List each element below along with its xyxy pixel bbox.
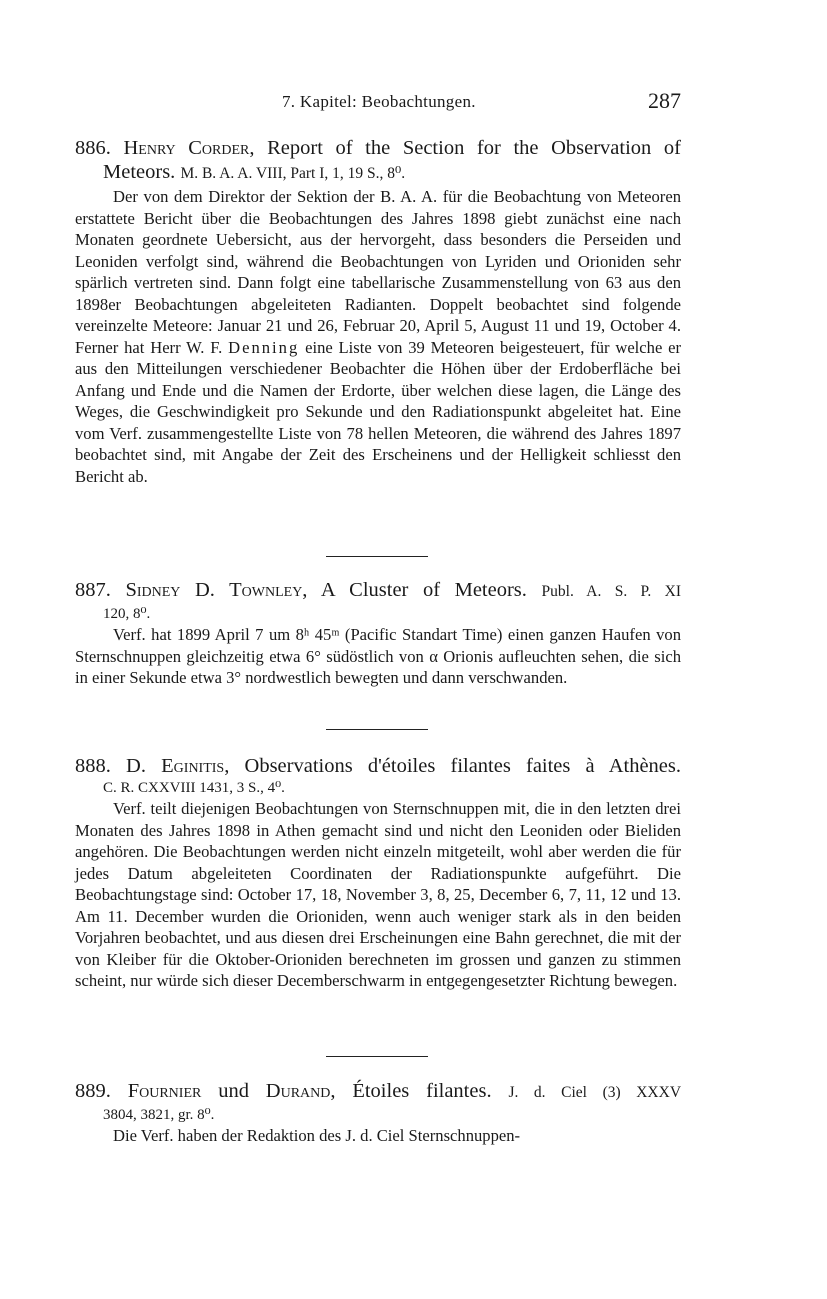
page-header <box>0 88 827 118</box>
entry-889 <box>75 1079 681 1147</box>
entry-author-2: Durand, <box>265 1080 336 1102</box>
entry-title: Report of the Section for the Observation of <box>267 137 681 159</box>
entry-author: Sidney D. Townley, <box>125 579 308 601</box>
entry-source: C. R. CXXVIII 1431, 3 S., 4⁰. <box>103 780 285 796</box>
entry-888 <box>75 754 681 992</box>
entry-body: Verf. hat 1899 April 7 um 8ʰ 45ᵐ (Pacific Standart Time) einen ganzen Haufen von Sternschnuppen gleichzeitig etwa 6° südöstlich von α Orionis aufleuchten sehen, die sich in einer Sekunde etwa 3° nordwestlich bewegten und dann verschwanden. <box>75 625 681 687</box>
entry-number: 887. <box>75 579 111 601</box>
running-title: 7. Kapitel: Beobachtungen. <box>282 92 476 111</box>
entry-title: A Cluster of Meteors. <box>320 579 527 601</box>
entry-title-cont: Meteors. <box>103 161 176 183</box>
page-number: 287 <box>648 88 681 113</box>
entry-conjunction: und <box>218 1080 249 1102</box>
entry-author: Henry Corder, <box>123 137 255 159</box>
entry-source-cont: 3804, 3821, gr. 8⁰. <box>103 1107 215 1123</box>
entry-author: D. Eginitis, <box>126 755 230 777</box>
spaced-name: Denning <box>228 337 300 357</box>
entry-886 <box>75 136 681 487</box>
entry-heading <box>75 754 681 778</box>
entry-author: Fournier <box>127 1080 202 1102</box>
entry-title: Observations d'étoiles filantes faites à Athènes. <box>244 755 681 777</box>
entry-body: Der von dem Direktor der Sektion der B. A. A. für die Beobachtung von Meteoren erstattete Bericht über die Beobachtungen des Jahres 1898 giebt zunächst eine nach Monaten geordnete Uebersicht, aus der hervorgeht, dass besonders die Perseiden und Leoniden verfolgt sind, während die Beobachtungen von Lyriden und Orioniden sehr spärlich vertreten sind. Dann folgt eine tabellarische Zusammenstellung von 63 aus den 1898er Beobachtungen abgeleiteten Radianten. Doppelt beobachtet sind folgende vereinzelte Meteore: Januar 21 und 26, Februar 20, April 5, August 11 und 19, October 4. Ferner hat Herr W. F. Denning eine Liste von 39 Meteoren beigesteuert, für welche er aus den Mitteilungen verschiedener Beobachter die Höhen über der Erdoberfläche bei Anfang und Ende und die Namen der Erdorte, über welchen diese lagen, die Länge des Weges, die Geschwindigkeit pro Sekunde und den Radiationspunkt abgeleitet hat. Eine vom Verf. zusammengestellte Liste von 78 hellen Meteoren, die während des Jahres 1897 beobachtet sind, mit Angabe der Zeit des Erscheinens und der Helligkeit schliesst den Bericht ab. <box>75 187 682 486</box>
entry-number: 889. <box>75 1080 111 1102</box>
entry-body: Verf. teilt diejenigen Beobachtungen von Sternschnuppen mit, die in den letzten drei Monaten des Jahres 1898 in Athen gemacht sind und nicht den Leoniden oder Bieliden angehören. Die Beobachtungen werden nicht einzeln mitgeteilt, wohl aber werden die für jedes Datum abgeleiteten Coordinaten der Radiationspunkte aufgeführt. Die Beobachtungstage sind: October 17, 18, November 3, 8, 25, December 6, 7, 11, 12 und 13. Am 11. December wurden die Orioniden, wenn auch weniger stark als in den beiden Vorjahren beobachtet, und aus diesen drei Erscheinungen eine Bahn gerechnet, die mit der von Kleiber für die Oktober-Orioniden berechneten im grossen und ganzen zu stimmen scheint, nur würde sich dieser Decemberschwarm in entgegengesetzter Richtung bewegen. <box>75 799 681 990</box>
entry-heading <box>75 1079 681 1105</box>
separator-rule <box>326 729 428 730</box>
separator-rule <box>326 1056 428 1057</box>
entry-887 <box>75 578 681 689</box>
entry-heading <box>75 136 681 160</box>
entry-number: 888. <box>75 755 111 777</box>
entry-source-cont: 120, 8⁰. <box>103 606 151 622</box>
entry-heading <box>75 578 681 604</box>
entry-number: 886. <box>75 137 111 159</box>
entry-heading-cont <box>75 160 681 186</box>
entry-source: J. d. Ciel (3) XXXV <box>508 1084 682 1101</box>
separator-rule <box>326 556 428 557</box>
entry-title: Étoiles filantes. <box>352 1080 492 1102</box>
entry-source: M. B. A. A. VIII, Part I, 1, 19 S., 8⁰. <box>180 165 406 182</box>
entry-source: Publ. A. S. P. XI <box>541 583 681 600</box>
entry-body: Die Verf. haben der Redaktion des J. d. Ciel Sternschnuppen- <box>113 1126 521 1145</box>
